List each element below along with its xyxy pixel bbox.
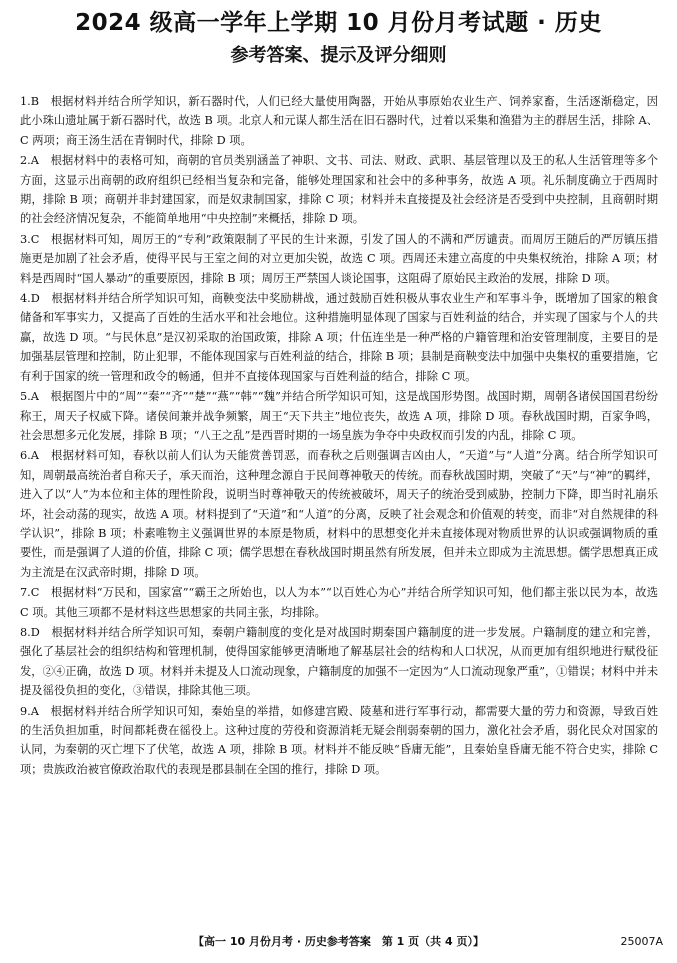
answer-item-5 [20, 387, 658, 445]
footer-code: 25007A [620, 935, 663, 948]
answer-explanation: 根据材料可知，周厉王的“专利”政策限制了平民的生计来源，引发了国人的不满和严厉谴责。而周厉王随后的严厉镇压措施更是加剧了社会矛盾，使得平民与王室之间的对立更加尖锐，故选 C 项。西周还未建立高度的中央集权统治，排除 A 项；材料是西周时“国人暴动”的重要原因，排除 B 项；周厉王严禁国人谈论国事，这阻碍了原始民主政治的发展，排除 D 项。 [20, 232, 658, 285]
answer-number: 5. [20, 390, 31, 404]
answer-item-2 [20, 151, 658, 229]
answer-choice: A [30, 449, 39, 463]
answer-choice: B [30, 95, 40, 108]
answer-explanation: 根据材料并结合所学知识可知，秦始皇的举措，如修建宫殿、陵墓和进行军事行动，都需要大量的劳力和资源，导致百姓的生活负担加重，时间都耗费在徭役上。这种过度的劳役和资源消耗无疑会削弱秦朝的国力，激化社会矛盾，弱化民众对国家的认同，为秦朝的灭亡埋下了伏笔，故选 A 项，排除 B 项。材料并不能反映“昏庸无能”，且秦始皇昏庸无能不符合史实，排除 C 项；贵族政治被官僚政治取代的表现是郡县制在全国的推行，排除 D 项。 [20, 704, 658, 776]
answer-number: 1. [20, 95, 31, 108]
answer-explanation: 根据材料并结合所学知识可知，商鞅变法中奖励耕战，通过鼓励百姓积极从事农业生产和军事斗争，既增加了国家的粮食储备和军事实力，又提高了百姓的生活水平和社会地位。这种措施明显体现了国家与百姓利益的结合，并实现了国家与个人的共赢，故选 D 项。“与民休息”是汉初采取的治国政策，排除 A 项；什伍连坐是一种严格的户籍管理和治安管理制度，主要目的是加强基层管理和控制，防止犯罪，不能体现国家与百姓利益的结合，排除 B 项；县制是商鞅变法中加强中央集权的重要措施，它有利于国家的统一管理和政令的畅通，但并不直接体现国家与百姓利益的结合，排除 C 项。 [20, 292, 658, 383]
answer-item-1 [20, 92, 658, 150]
answer-choice: C [30, 586, 40, 600]
answer-item-7 [20, 583, 658, 622]
footer-page-info: 【高一 10 月份月考 · 历史参考答案 第 1 页（共 4 页）】 [193, 935, 484, 948]
answer-explanation: 根据材料并结合所学知识可知，秦朝户籍制度的变化是对战国时期秦国户籍制度的进一步发展。户籍制度的建立和完善，强化了基层社会的组织结构和管理机制，使得国家能够更清晰地了解基层社会的结构和人口状况，从而更加有组织地进行赋役征发，②④正确，故选 D 项。材料并未提及人口流动现象，户籍制度的加强不一定因为“人口流动现象严重”，①错误；材料中并未提及徭役负担的变化，③错误，排除其他三项。 [20, 625, 658, 698]
answer-number: 3. [20, 232, 31, 246]
answer-list [20, 92, 658, 780]
answer-explanation: 根据材料并结合所学知识，新石器时代，人们已经大量使用陶器，开始从事原始农业生产、饲养家畜，生活逐渐稳定，因此小珠山遗址属于新石器时代，故选 B 项。北京人和元谋人都生活在旧石器时代，过着以采集和渔猎为主的群居生活，排除 A、C 两项；商王汤生活在青铜时代，排除 D 项。 [20, 95, 658, 147]
answer-choice: A [30, 704, 39, 718]
answer-choice: A [30, 154, 39, 168]
answer-item-3 [20, 230, 658, 288]
answer-explanation: 根据材料可知，春秋以前人们认为天能赏善罚恶，而春秋之后则强调吉凶由人，“天道”与“人道”分离。结合所学知识可知，周朝最高统治者自称天子，承天而治，这种理念源自于民间尊神敬天的传统。而春秋战国时期，突破了“天”与“神”的羁绊，进入了以“人”为本位和主体的理性阶段，说明当时尊神敬天的传统被破坏，周天子的统治受到威胁，控制力下降，即当时礼崩乐坏，社会动荡的现实，故选 A 项。材料提到了“天道”和“人道”的分离，反映了社会观念和价值观的转变，而非“对自然规律的科学认识”，排除 B 项；朴素唯物主义强调世界的本原是物质，材料中的思想变化并未直接体现对物质世界的认识或强调物质的重要性，而是强调了人道的价值，排除 C 项；儒学思想在春秋战国时期虽然有所发展，但并未立即成为主流思想。儒学思想真正成为主流是在汉武帝时期，排除 D 项。 [20, 449, 658, 579]
answer-number: 8. [20, 625, 31, 639]
page-footer [0, 932, 677, 952]
answer-item-9 [20, 702, 658, 780]
answer-number: 9. [20, 704, 31, 718]
answer-item-6 [20, 446, 658, 582]
answer-choice: D [30, 625, 40, 639]
answer-number: 7. [20, 586, 31, 600]
answer-explanation: 根据材料“万民和，国家富”“霸王之所始也，以人为本”“以百姓心为心”并结合所学知识可知，他们都主张以民为本，故选 C 项。其他三项都不是材料这些思想家的共同主张，均排除。 [20, 586, 658, 619]
answer-choice: D [30, 292, 40, 306]
page-subtitle: 参考答案、提示及评分细则 [230, 45, 447, 66]
answer-explanation: 根据材料中的表格可知，商朝的官员类别涵盖了神职、文书、司法、财政、武职、基层管理以及王的私人生活管理等多个方面，这显示出商朝的政府组织已经相当复杂和完备，能够处理国家和社会中的多种事务，故选 A 项。礼乐制度确立于西周时期，排除 B 项；商朝并非封建国家，而是奴隶制国家，排除 C 项；材料并未直接提及社会经济是否受到中央控制，且商朝时期的社会经济情况复杂，不能简单地用“中央控制”来概括，排除 D 项。 [20, 154, 658, 226]
answer-number: 2. [20, 154, 31, 168]
answer-number: 4. [20, 292, 31, 306]
answer-choice: A [30, 390, 39, 404]
answer-item-4 [20, 289, 658, 386]
page-title: 2024 级高一学年上学期 10 月份月考试题 · 历史 [75, 10, 602, 36]
answer-choice: C [30, 232, 40, 246]
answer-explanation: 根据图片中的“周”“秦”“齐”“楚”“燕”“韩”“魏”并结合所学知识可知，这是战国形势图。战国时期，周朝各诸侯国国君纷纷称王，周天子权威下降。诸侯间兼并战争频繁，周王“天下共主”地位丧失，故选 A 项，排除 D 项。春秋战国时期，百家争鸣，社会思想多元化发展，排除 B 项；“八王之乱”是西晋时期的一场皇族为争夺中央政权而引发的内乱，排除 C 项。 [20, 390, 658, 442]
answer-item-8 [20, 623, 658, 701]
answer-number: 6. [20, 449, 31, 463]
